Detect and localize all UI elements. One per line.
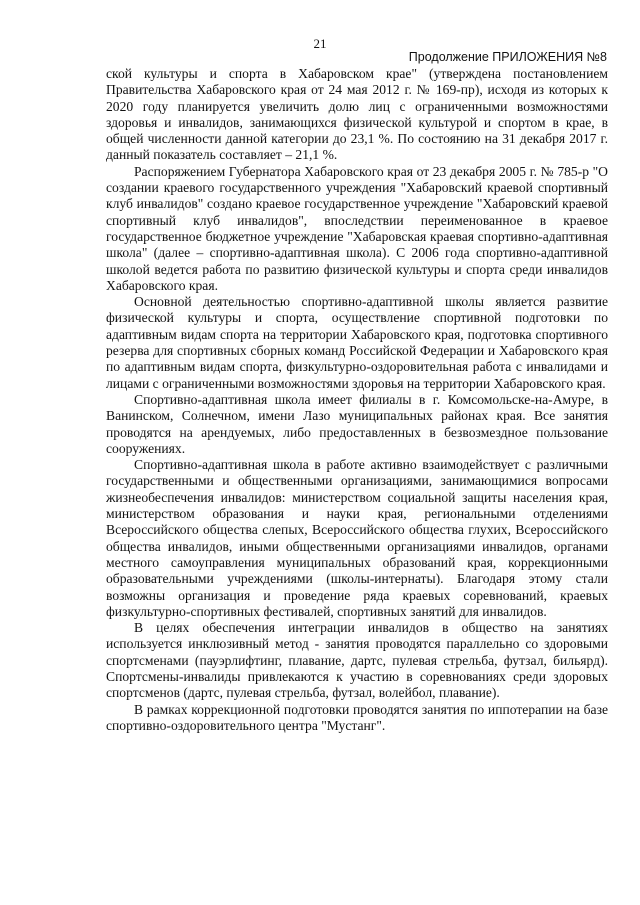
paragraph-branches: Спортивно-адаптивная школа имеет филиалы в г. Комсомольске-на-Амуре, в Ванинском, Солнечном, имени Лазо муниципальных районах края. Все занятия проводятся на арендуемых, либо предоставленных в безвозмездное пользование сооружениях. [106,391,608,456]
paragraph-cooperation: Спортивно-адаптивная школа в работе активно взаимодействует с различными государственными и общественными организациями, занимающимися вопросами жизнеобеспечения инвалидов: министерством социальной защиты населения края, министерством образования и науки края, региональными отделениями Всероссийского общества слепых, Всероссийского общества глухих, Всероссийского общества инвалидов, иными общественными организациями инвалидов, органами местного самоуправления муниципальных образований края, коррекционными образовательными учреждениями (школы-интернаты). Благодаря этому стали возможны организация и проведение ряда краевых соревнований, краевых физкультурно-спортивных фестивалей, спортивных занятий для инвалидов. [106,457,608,619]
paragraph-integration: В целях обеспечения интеграции инвалидов в общество на занятиях используется инклюзивный метод - занятия проводятся параллельно со здоровыми спортсменами (пауэрлифтинг, плавание, дартс, пулевая стрельба, футзал, бильярд). Спортсмены-инвалиды привлекаются к участию в соревнованиях среди здоровых спортсменов (дартс, пулевая стрельба, футзал, волейбол, плавание). [106,620,608,701]
page-number: 21 [313,36,327,51]
document-body [106,66,608,734]
paragraph-main-activity: Основной деятельностью спортивно-адаптивной школы является развитие физической культуры и спорта, осуществление спортивной подготовки по адаптивным видам спорта на территории Хабаровского края, подготовка спортивного резерва для спортивных сборных команд Российской Федерации и Хабаровского края по адаптивным видам спорта, физкультурно-оздоровительная работа с инвалидами и лицами с ограниченными возможностями здоровья на территории Хабаровского края. [106,294,608,391]
paragraph-governor-order: Распоряжением Губернатора Хабаровского края от 23 декабря 2005 г. № 785-р "О создании краевого государственного учреждения "Хабаровский краевой спортивный клуб инвалидов" создано краевое государственное учреждение "Хабаровский краевой спортивный клуб инвалидов", впоследствии переименованное в краевое государственное бюджетное учреждение "Хабаровская краевая спортивно-адаптивная школа" (далее – спортивно-адаптивная школа). С 2006 года спортивно-адаптивной школой ведется работа по развитию физической культуры и спорта среди инвалидов Хабаровского края. [106,163,608,293]
running-head: Продолжение ПРИЛОЖЕНИЯ №8 [408,50,607,64]
paragraph-hippotherapy: В рамках коррекционной подготовки проводятся занятия по иппотерапии на базе спортивно-оздоровительного центра "Мустанг". [106,701,608,733]
paragraph-continuation: ской культуры и спорта в Хабаровском крае" (утверждена постановлением Правительства Хабаровского края от 24 мая 2012 г. № 169-пр), исходя из которых к 2020 году планируется увеличить долю лиц с ограниченными возможностями здоровья и инвалидов, занимающихся физической культурой и спортом в крае, в общей численности данной категории до 23,1 %. По состоянию на 31 декабря 2017 г. данный показатель составляет – 21,1 %. [106,66,608,163]
